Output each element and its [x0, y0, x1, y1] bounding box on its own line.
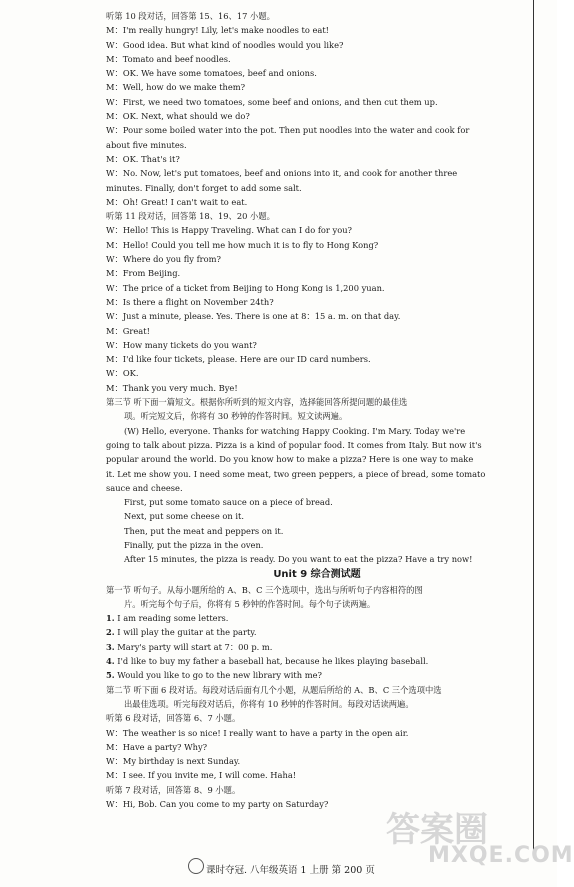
passage-line: sauce and cheese.: [106, 482, 183, 493]
text-line: W：Good idea. But what kind of noodles would you like?: [106, 39, 344, 50]
watermark-logo: 答案圈: [386, 810, 488, 850]
item-text: I will play the guitar at the party.: [114, 627, 257, 638]
recipe-step: Next, put some cheese on it.: [124, 511, 244, 522]
text-line: W：My birthday is next Sunday.: [106, 756, 241, 767]
text-line: M：Have a party? Why?: [106, 741, 208, 752]
part2-instruction: 第二节 听下面 6 段对话。每段对话后面有几个小题，从题后所给的 A、B、C 三个选项中选: [106, 684, 442, 695]
page-content: [106, 9, 528, 811]
text-line: M：OK. That's it?: [106, 153, 180, 164]
text-line: M：From Beijing.: [106, 268, 181, 279]
text-line: 听第 7 段对话，回答第 8、9 小题。: [106, 784, 241, 795]
text-line: 听第 6 段对话，回答第 6、7 小题。: [106, 713, 241, 724]
text-line: W：Where do you fly from?: [106, 254, 221, 265]
footer-circle-icon: [188, 858, 204, 874]
passage-line: it. Let me show you. I need some meat, two green peppers, a piece of bread, some tomato: [106, 468, 486, 479]
list-item: [106, 611, 528, 625]
text-line: minutes. Finally, don't forget to add some salt.: [106, 182, 302, 193]
text-line: W：First, we need two tomatoes, some beef and onions, and then cut them up.: [106, 96, 438, 107]
text-line: M：Well, how do we make them?: [106, 82, 246, 93]
section-3: [106, 395, 528, 567]
recipe-step: After 15 minutes, the pizza is ready. Do you want to eat the pizza? Have a try now!: [124, 554, 473, 565]
list-item: [106, 625, 528, 639]
item-number: 5.: [106, 670, 115, 681]
text-line: M：Is there a flight on November 24th?: [106, 296, 274, 307]
text-line: W：Hi, Bob. Can you come to my party on Saturday?: [106, 799, 329, 810]
text-line: M：Hello! Could you tell me how much it is to fly to Hong Kong?: [106, 239, 379, 250]
item-text: Would you like to go to the new library with me?: [114, 670, 322, 681]
part1-instruction-cont: 片。听完每个句子后，你将有 5 秒钟的作答时间。每个句子读两遍。: [124, 598, 376, 609]
list-item: [106, 654, 528, 668]
item-text: I am reading some letters.: [114, 613, 229, 624]
text-line: M：Oh! Great! I can't wait to eat.: [106, 196, 248, 207]
section3-instruction: 第三节 听下面一篇短文。根据你所听到的短文内容，选择能回答所提问题的最佳选: [106, 397, 408, 408]
unit-title: Unit 9 综合测试题: [273, 568, 361, 580]
text-line: 听第 11 段对话，回答第 18、19、20 小题。: [106, 211, 275, 222]
text-line: W：The price of a ticket from Beijing to Hong Kong is 1,200 yuan.: [106, 282, 385, 293]
text-line: M：Thank you very much. Bye!: [106, 382, 238, 393]
part-2: [106, 683, 528, 812]
dialogue-10-11: [106, 9, 528, 395]
text-line: W：Just a minute, please. Yes. There is one at 8：15 a. m. on that day.: [106, 311, 401, 322]
passage-line: popular around the world. Do you know how to make a pizza? Here is one way to make: [106, 454, 474, 465]
text-line: W：Hello! This is Happy Traveling. What can I do for you?: [106, 225, 352, 236]
item-text: I'd like to buy my father a baseball hat, because he likes playing baseball.: [114, 656, 429, 667]
text-line: W：No. Now, let's put tomatoes, beef and onions into it, and cook for another three: [106, 168, 458, 179]
page-right-rule: [533, 0, 534, 858]
page-footer: 课时夺冠. 八年级英语 1 上册 第 200 页: [206, 865, 375, 876]
text-line: M：I see. If you invite me, I will come. Haha!: [106, 770, 297, 781]
item-number: 3.: [106, 641, 115, 652]
watermark-url: MXQE.COM: [428, 843, 574, 868]
text-line: M：OK. Next, what should we do?: [106, 111, 250, 122]
text-line: about five minutes.: [106, 139, 187, 150]
text-line: M：I'd like four tickets, please. Here are our ID card numbers.: [106, 354, 371, 365]
text-line: M：Great!: [106, 325, 150, 336]
recipe-step: First, put some tomato sauce on a piece of bread.: [124, 497, 333, 508]
text-line: W：Pour some boiled water into the pot. Then put noodles into the water and cook for: [106, 125, 470, 136]
part2-instruction-cont: 出最佳选项。听完每段对话后，你将有 10 秒钟的作答时间。每段对话读两遍。: [124, 698, 414, 709]
text-line: M：Tomato and beef noodles.: [106, 53, 231, 64]
text-line: W：How many tickets do you want?: [106, 339, 257, 350]
section3-instruction-cont: 项。听完短文后，你将有 30 秒钟的作答时间。短文读两遍。: [124, 411, 348, 422]
list-item: [106, 640, 528, 654]
text-line: W：The weather is so nice! I really want to have a party in the open air.: [106, 727, 409, 738]
text-line: W：OK.: [106, 368, 139, 379]
recipe-step: Then, put the meat and peppers on it.: [124, 525, 284, 536]
passage-line: (W) Hello, everyone. Thanks for watching Happy Cooking. I'm Mary. Today we're: [124, 425, 466, 436]
part-1: [106, 583, 528, 683]
text-line: 听第 10 段对话，回答第 15、16、17 小题。: [106, 11, 275, 21]
item-number: 4.: [106, 656, 115, 667]
recipe-step: Finally, put the pizza in the oven.: [124, 539, 264, 550]
item-number: 1.: [106, 613, 115, 624]
item-number: 2.: [106, 627, 115, 638]
item-text: Mary's party will start at 7：00 p. m.: [114, 641, 273, 652]
passage-line: going to talk about pizza. Pizza is a kind of popular food. It comes from Italy. But now it's: [106, 439, 482, 450]
text-line: W：OK. We have some tomatoes, beef and onions.: [106, 68, 317, 79]
list-item: [106, 668, 528, 682]
text-line: M：I'm really hungry! Lily, let's make noodles to eat!: [106, 25, 330, 36]
part1-instruction: 第一节 听句子。从每小题所给的 A、B、C 三个选项中，选出与所听句子内容相符的图: [106, 584, 423, 595]
